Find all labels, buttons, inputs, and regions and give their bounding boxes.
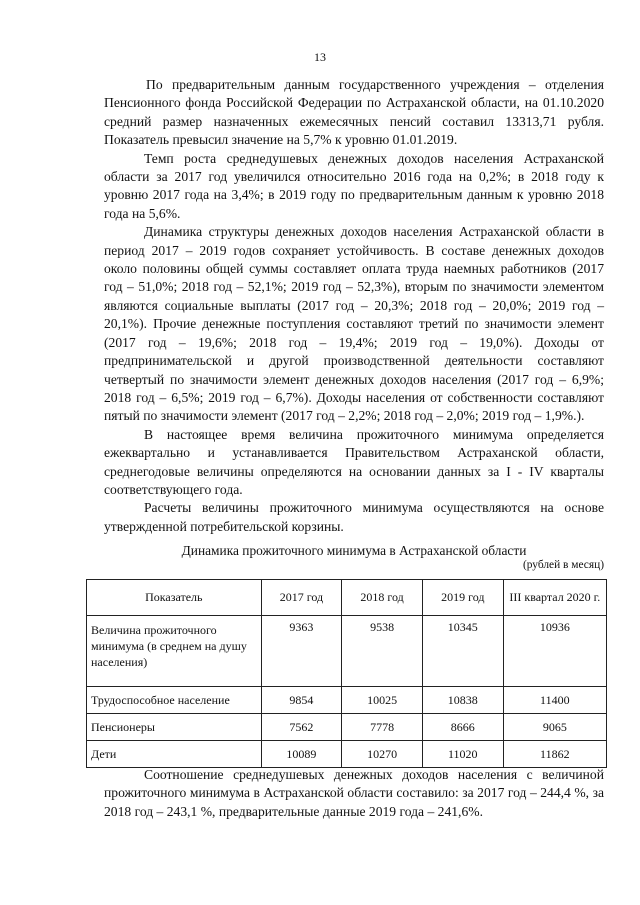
cell-value: 9065 xyxy=(503,714,606,741)
table-title: Динамика прожиточного минимума в Астраханской области xyxy=(181,543,527,558)
header-2019: 2019 год xyxy=(422,580,503,616)
cell-value: 7778 xyxy=(342,714,423,741)
cell-value: 10025 xyxy=(342,687,423,714)
cell-value: 10270 xyxy=(342,741,423,768)
cell-value: 11400 xyxy=(503,687,606,714)
table-header-row xyxy=(87,580,607,616)
cell-value: 9538 xyxy=(342,616,423,687)
paragraph-income-structure: Динамика структуры денежных доходов населения Астраханской области в период 2017 – 2019 годов сохраняет устойчивость. В составе денежных доходов около половины общей суммы составляет оплата труда наемных работников (2017 год – 51,0%; 2018 год – 52,1%; 2019 год – 52,3%), вторым по значимости элементом являются социальные выплаты (2017 год – 20,3%; 2018 год – 20,0%; 2019 год – 20,1%). Прочие денежные поступления составляют третий по значимости элемент (2017 год – 19,6%; 2018 год – 19,4%; 2019 год – 19,0%). Доходы от предпринимательской и другой производственной деятельности составляют четвертый по значимости элемент денежных доходов населения (2017 год – 6,9%; 2018 год – 6,5%; 2019 год – 6,7%). Доходы населения от собственности составляют пятый по значимости элемент (2017 год – 2,2%; 2018 год – 2,0%; 2019 год – 1,9%.). xyxy=(104,224,604,424)
paragraph-income-ratio: Соотношение среднедушевых денежных доходов населения с величиной прожиточного минимума в Астраханской области составило: за 2017 год – 244,4 %, за 2018 год – 243,1 %, предварительные данные 2019 года – 241,6%. xyxy=(104,767,604,819)
header-q3-2020: III квартал 2020 г. xyxy=(503,580,606,616)
cell-value: 7562 xyxy=(261,714,342,741)
table-unit: (рублей в месяц) xyxy=(522,559,604,571)
row-label: Дети xyxy=(87,741,262,768)
cell-value: 11862 xyxy=(503,741,606,768)
cell-value: 10838 xyxy=(422,687,503,714)
page-number: 13 xyxy=(314,50,326,64)
paragraph-consumer-basket: Расчеты величины прожиточного минимума осуществляются на основе утвержденной потребительской корзины. xyxy=(104,500,604,534)
cell-value: 9363 xyxy=(261,616,342,687)
cell-value: 8666 xyxy=(422,714,503,741)
row-label: Пенсионеры xyxy=(87,714,262,741)
header-2018: 2018 год xyxy=(342,580,423,616)
cell-value: 10089 xyxy=(261,741,342,768)
table-row xyxy=(87,616,607,687)
table-row xyxy=(87,741,607,768)
cell-value: 10345 xyxy=(422,616,503,687)
cell-value: 11020 xyxy=(422,741,503,768)
closing-text xyxy=(104,766,604,821)
row-label: Величина прожиточного минимума (в среднем на душу населения) xyxy=(87,616,262,687)
table-row xyxy=(87,687,607,714)
subsistence-minimum-table xyxy=(86,579,607,768)
header-2017: 2017 год xyxy=(261,580,342,616)
paragraph-pension: По предварительным данным государственного учреждения – отделения Пенсионного фонда Российской Федерации по Астраханской области, на 01.10.2020 средний размер назначенных ежемесячных пенсий составил 13313,71 рубля. Показатель превысил значение на 5,7% к уровню 01.01.2019. xyxy=(104,77,604,148)
paragraph-subsistence-minimum: В настоящее время величина прожиточного минимума определяется ежеквартально и устанавливается Правительством Астраханской области, среднегодовые величины определяются на основании данных за I - IV кварталы соответствующего года. xyxy=(104,426,604,497)
cell-value: 9854 xyxy=(261,687,342,714)
table-row xyxy=(87,714,607,741)
header-indicator: Показатель xyxy=(87,580,262,616)
cell-value: 10936 xyxy=(503,616,606,687)
paragraph-income-growth: Темп роста среднедушевых денежных доходов населения Астраханской области за 2017 год увеличился относительно 2016 года на 0,2%; в 2018 году к уровню 2017 года на 3,4%; в 2019 году по предварительным данным к уровню 2018 года на 5,6%. xyxy=(104,150,604,221)
row-label: Трудоспособное население xyxy=(87,687,262,714)
body-text xyxy=(104,76,604,536)
